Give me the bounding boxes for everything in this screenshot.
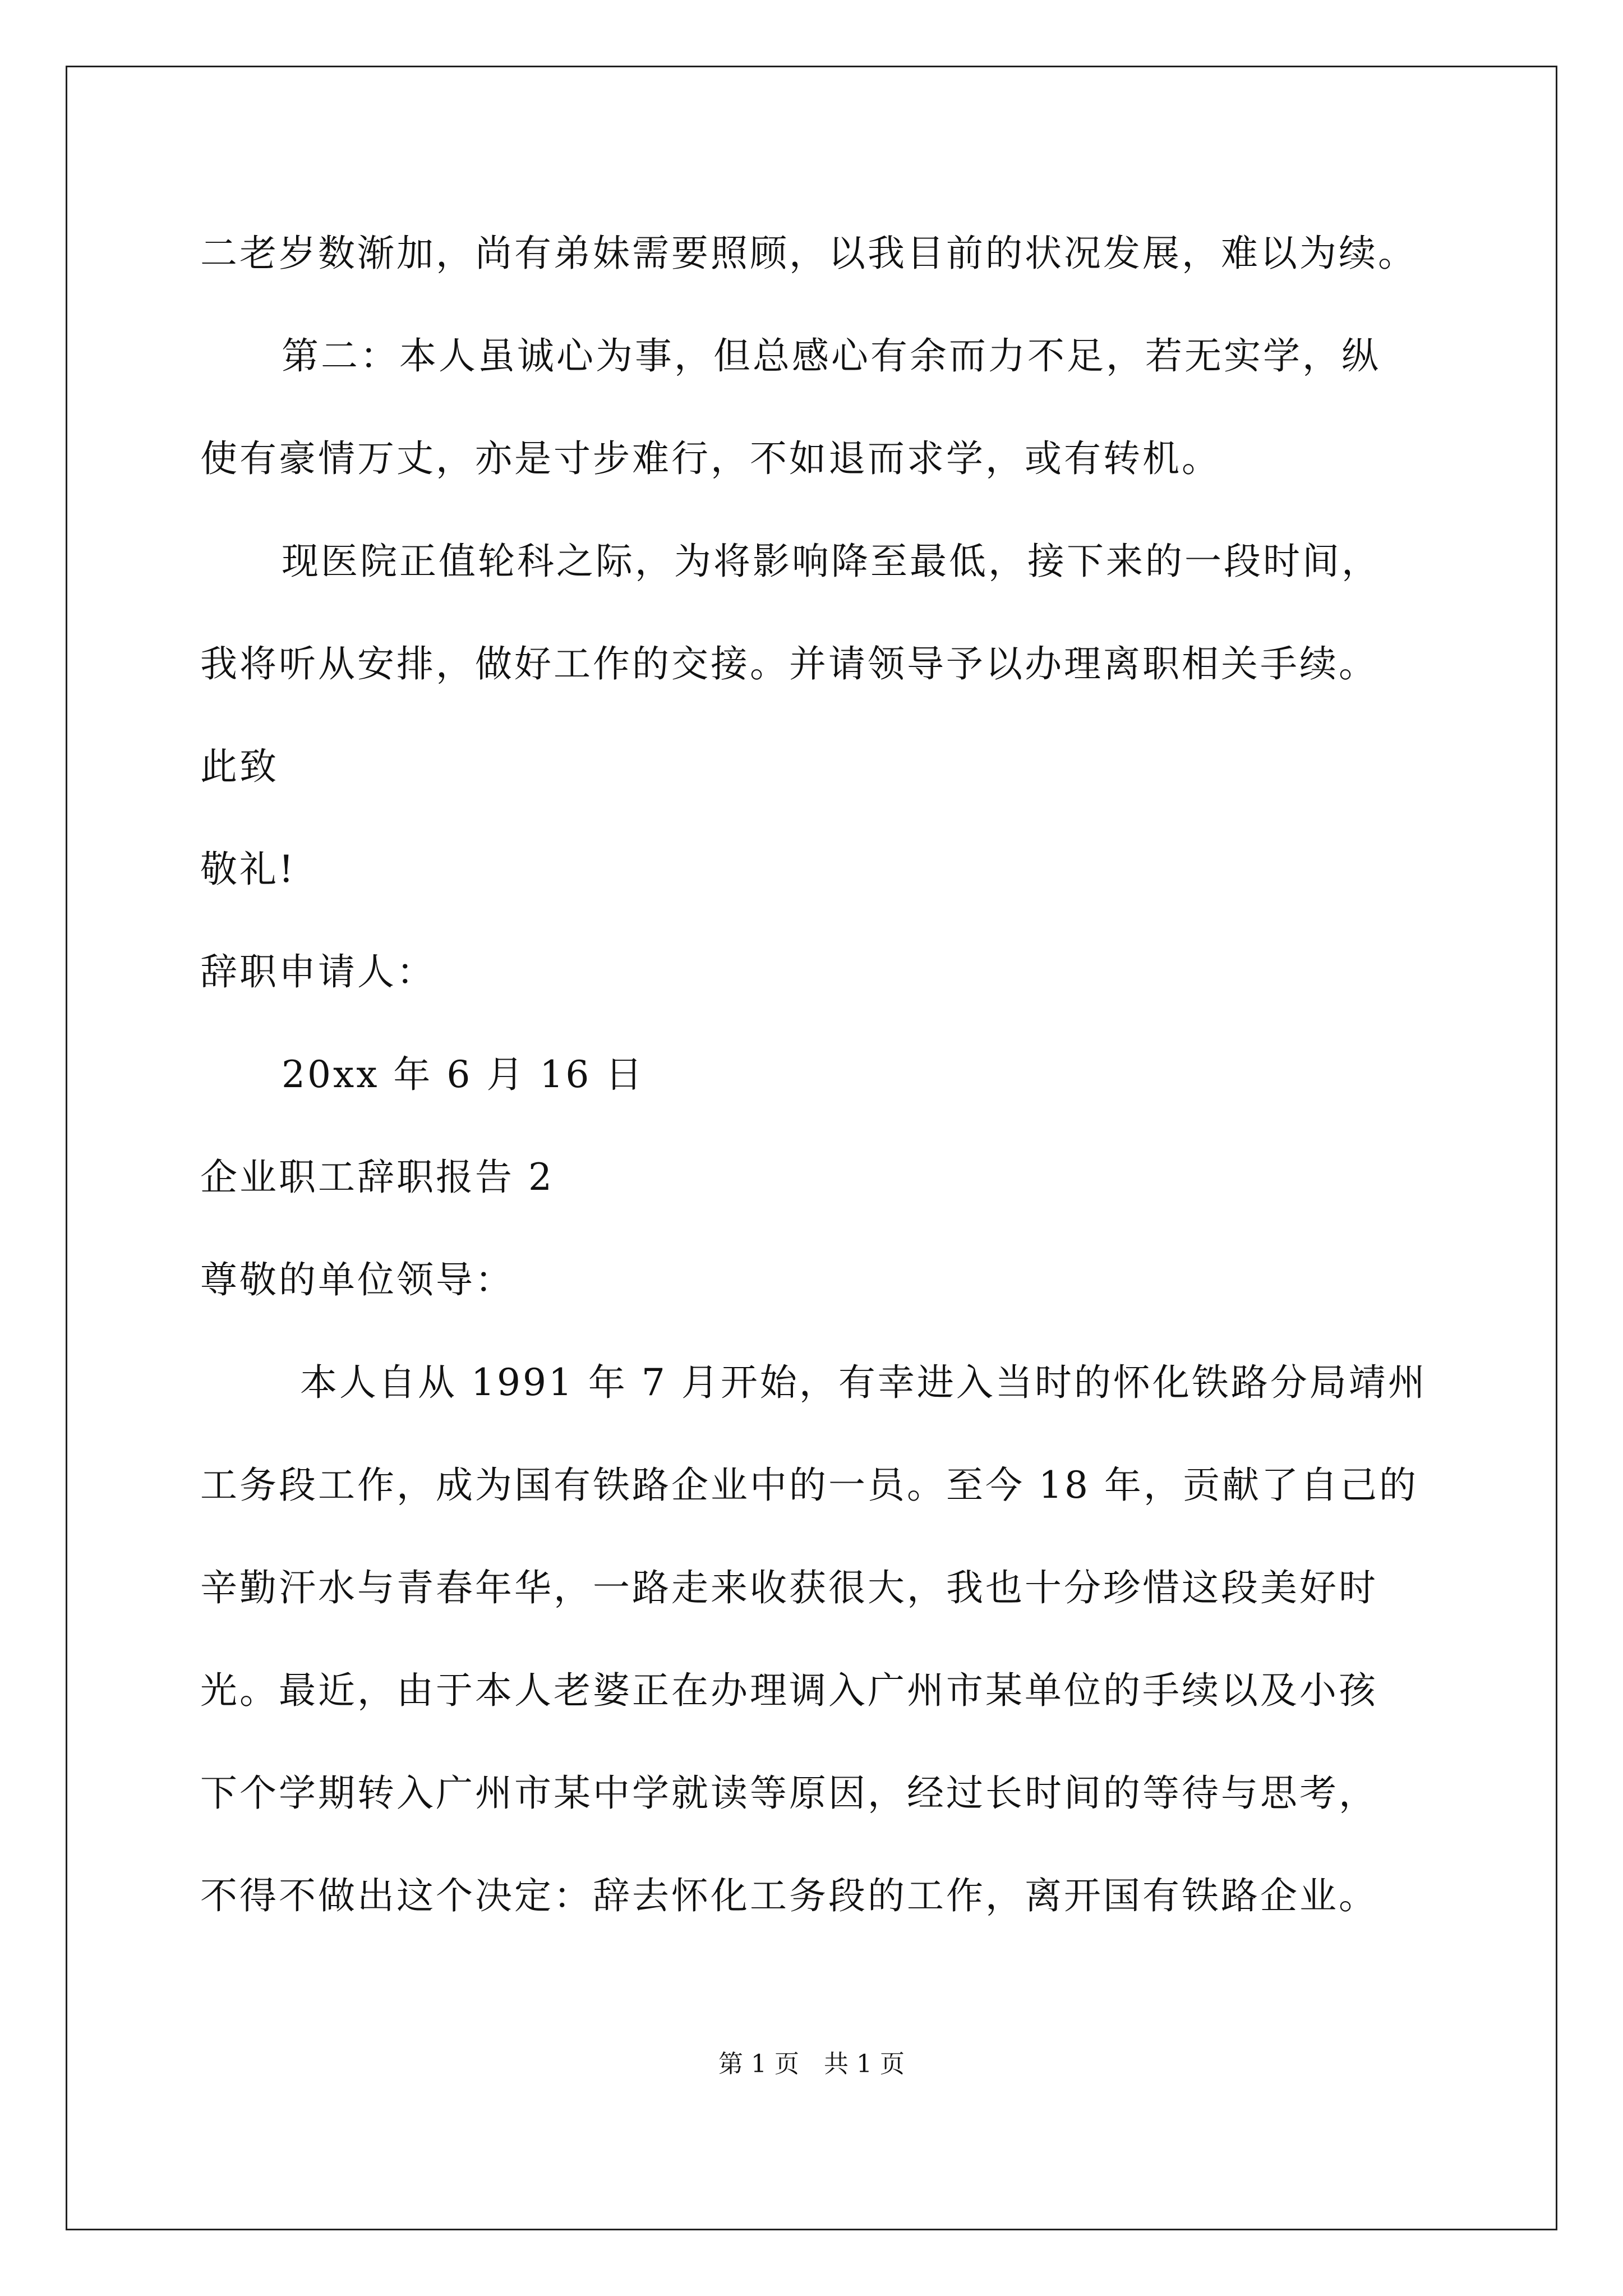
salutation: 尊敬的单位领导： xyxy=(200,1258,514,1301)
text-line: 二老岁数渐加，尚有弟妹需要照顾，以我目前的状况发展，难以为续。 xyxy=(200,232,1417,275)
signature-label: 辞职申请人： xyxy=(200,950,436,993)
page-number: 第 1 页 xyxy=(718,2050,799,2078)
text-line: 我将听从安排，做好工作的交接。并请领导予以办理离职相关手续。 xyxy=(200,642,1378,685)
page-footer xyxy=(0,2047,1623,2081)
date-line: 20xx 年 6 月 16 日 xyxy=(282,1053,645,1096)
text-line: 第二：本人虽诚心为事，但总感心有余而力不足，若无实学，纵 xyxy=(282,334,1381,378)
text-line: 现医院正值轮科之际，为将影响降至最低，接下来的一段时间， xyxy=(282,540,1381,583)
page-total: 共 1 页 xyxy=(824,2050,905,2078)
closing-salutation: 此致 xyxy=(200,745,279,788)
text-line: 辛勤汗水与青春年华，一路走来收获很大，我也十分珍惜这段美好时 xyxy=(200,1566,1378,1609)
text-line: 不得不做出这个决定：辞去怀化工务段的工作，离开国有铁路企业。 xyxy=(200,1874,1378,1917)
text-line: 使有豪情万丈，亦是寸步难行，不如退而求学，或有转机。 xyxy=(200,437,1221,480)
text-line: 光。最近，由于本人老婆正在办理调入广州市某单位的手续以及小孩 xyxy=(200,1669,1378,1712)
section-title: 企业职工辞职报告 2 xyxy=(200,1156,554,1199)
document-body xyxy=(200,202,1490,1947)
closing-regards: 敬礼! xyxy=(200,848,296,891)
text-line: 下个学期转入广州市某中学就读等原因，经过长时间的等待与思考， xyxy=(200,1772,1378,1815)
text-line: 工务段工作，成为国有铁路企业中的一员。至今 18 年，贡献了自己的 xyxy=(200,1464,1418,1507)
text-line: 本人自从 1991 年 7 月开始，有幸进入当时的怀化铁路分局靖州 xyxy=(300,1361,1427,1404)
